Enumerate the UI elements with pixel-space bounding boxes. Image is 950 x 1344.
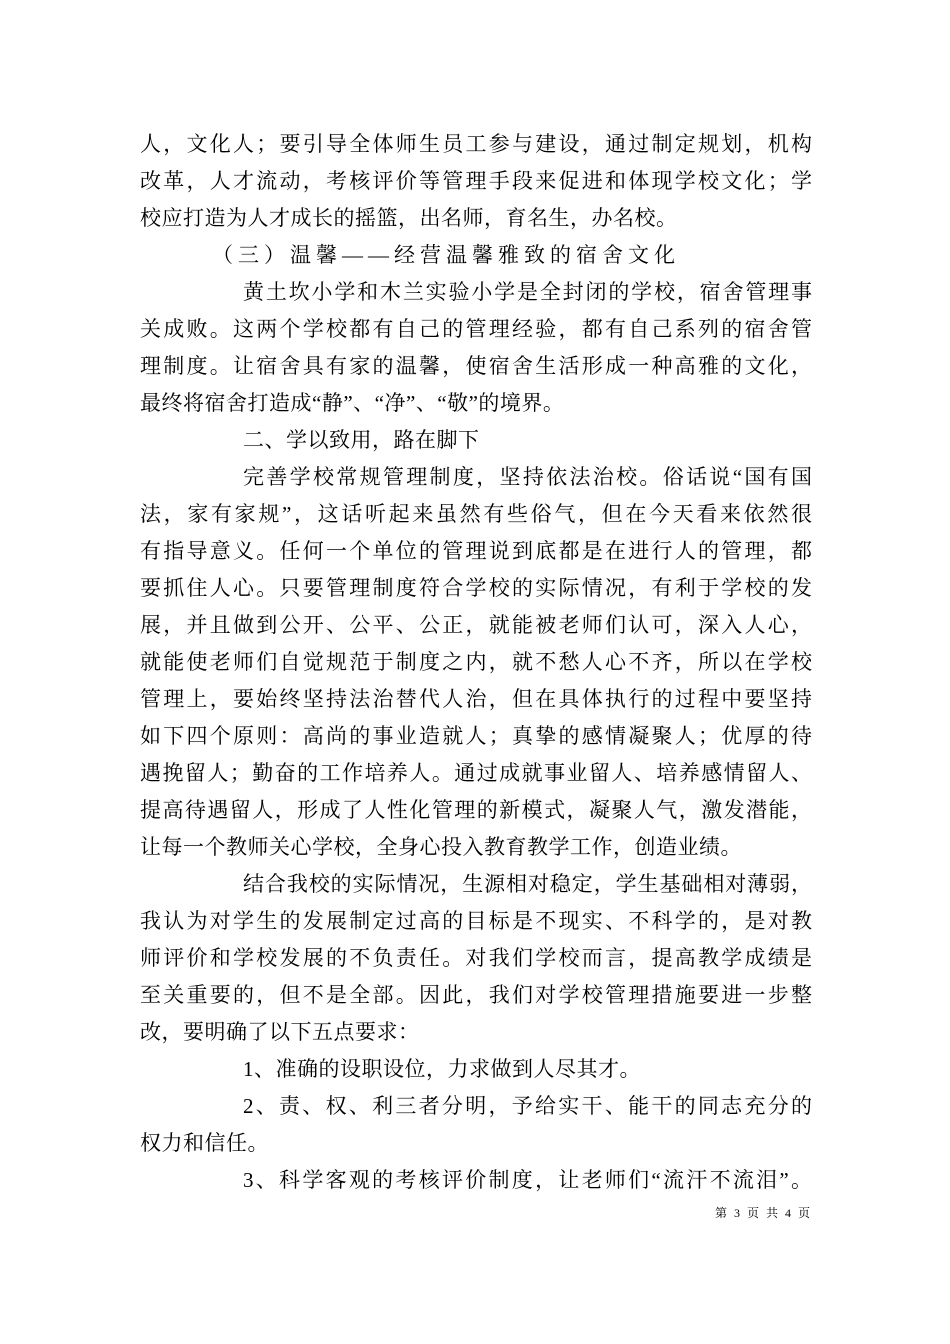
text-line: 理制度。让宿舍具有家的温馨，使宿舍生活形成一种高雅的文化， — [140, 354, 812, 378]
text-line: 改革，人才流动，考核评价等管理手段来促进和体现学校文化；学 — [140, 169, 812, 193]
text-line: 如下四个原则：高尚的事业造就人；真挚的感情凝聚人；优厚的待 — [140, 724, 812, 748]
numbered-item-3: 3、科学客观的考核评价制度，让老师们“流汗不流泪”。 — [243, 1168, 812, 1192]
text-line: 人，文化人；要引导全体师生员工参与建设，通过制定规划，机构 — [140, 132, 812, 156]
text-line: 师评价和学校发展的不负责任。对我们学校而言，提高教学成绩是 — [140, 946, 812, 970]
section-heading-3: （三）温馨——经营温馨雅致的宿舍文化 — [212, 243, 680, 267]
text-line: 让每一个教师关心学校，全身心投入教育教学工作，创造业绩。 — [140, 835, 742, 859]
text-line: 至关重要的，但不是全部。因此，我们对学校管理措施要进一步整 — [140, 983, 812, 1007]
text-line: 最终将宿舍打造成“静”、“净”、“敬”的境界。 — [140, 391, 565, 415]
text-line: 黄土坎小学和木兰实验小学是全封闭的学校，宿舍管理事 — [243, 280, 812, 304]
text-line: 提高待遇留人，形成了人性化管理的新模式，凝聚人气，激发潜能， — [140, 798, 812, 822]
text-line: 我认为对学生的发展制定过高的目标是不现实、不科学的，是对教 — [140, 909, 812, 933]
text-line: 改，要明确了以下五点要求： — [140, 1020, 420, 1044]
text-line: 法，家有家规”，这话听起来虽然有些俗气，但在今天看来依然很 — [140, 502, 812, 526]
document-body — [140, 126, 812, 1199]
text-line: 就能使老师们自觉规范于制度之内，就不愁人心不齐，所以在学校 — [140, 650, 812, 674]
text-line: 结合我校的实际情况，生源相对稳定，学生基础相对薄弱， — [243, 872, 812, 896]
text-line: 展，并且做到公开、公平、公正，就能被老师们认可，深入人心， — [140, 613, 812, 637]
numbered-item-2: 2、责、权、利三者分明，予给实干、能干的同志充分的 — [243, 1094, 812, 1118]
section-heading-2: 二、学以致用，路在脚下 — [243, 428, 480, 452]
text-line: 完善学校常规管理制度，坚持依法治校。俗话说“国有国 — [243, 465, 812, 489]
text-line: 遇挽留人；勤奋的工作培养人。通过成就事业留人、培养感情留人、 — [140, 761, 812, 785]
text-line: 管理上，要始终坚持法治替代人治，但在具体执行的过程中要坚持 — [140, 687, 812, 711]
text-line: 权力和信任。 — [140, 1131, 269, 1155]
numbered-item-1: 1、准确的设职设位，力求做到人尽其才。 — [243, 1057, 641, 1081]
text-line: 有指导意义。任何一个单位的管理说到底都是在进行人的管理，都 — [140, 539, 812, 563]
text-line: 校应打造为人才成长的摇篮，出名师，育名生，办名校。 — [140, 206, 678, 230]
text-line: 要抓住人心。只要管理制度符合学校的实际情况，有利于学校的发 — [140, 576, 812, 600]
text-line: 关成败。这两个学校都有自己的管理经验，都有自己系列的宿舍管 — [140, 317, 812, 341]
page-footer: 第 3 页 共 4 页 — [714, 1206, 812, 1220]
